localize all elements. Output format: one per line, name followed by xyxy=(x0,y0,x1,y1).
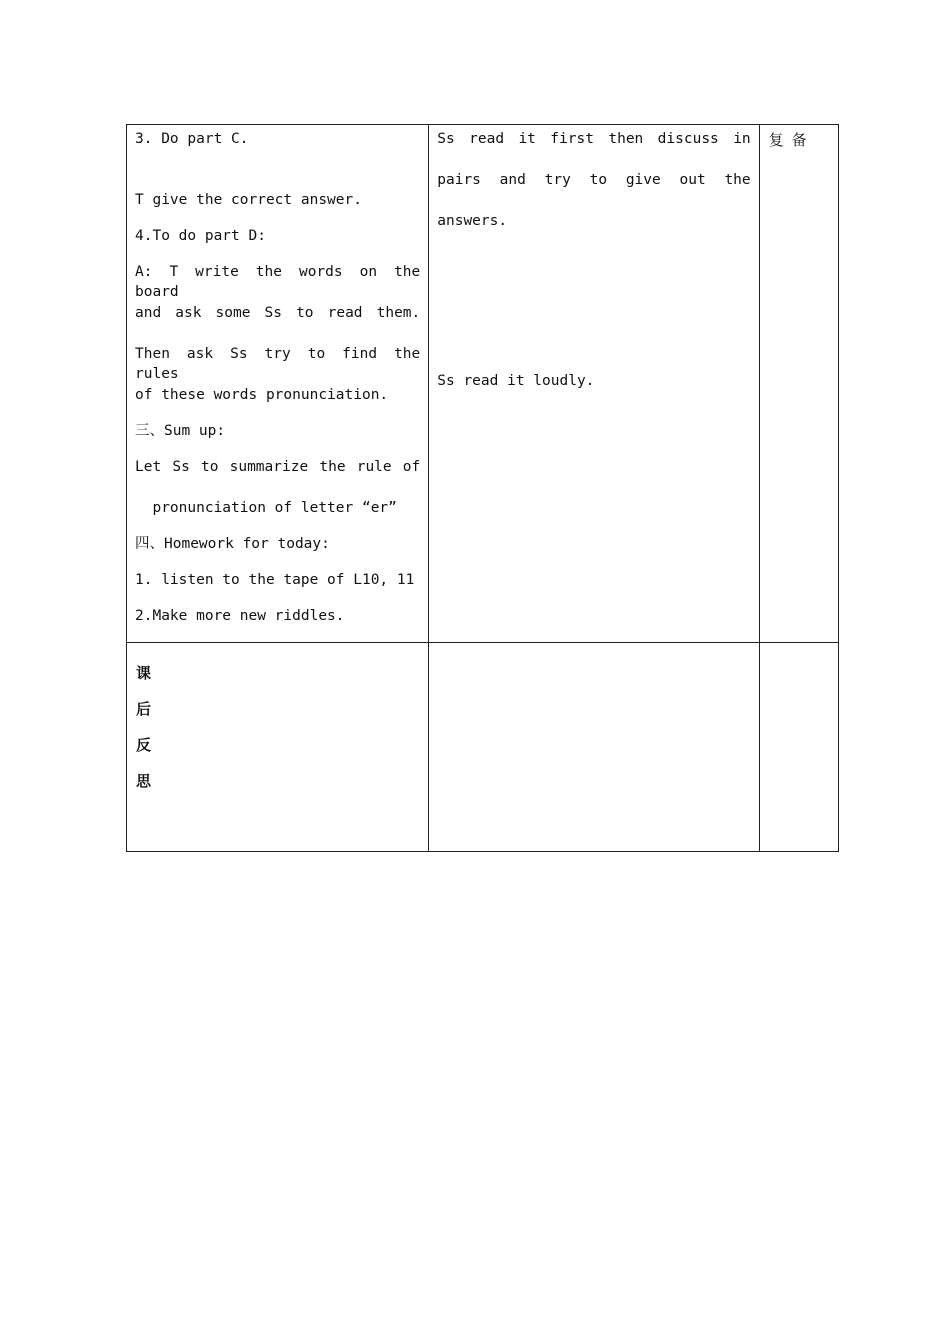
notes-cell xyxy=(759,125,838,643)
empty-cell xyxy=(429,643,759,852)
reflection-row xyxy=(127,643,839,852)
student-line: pairs and try to give out the xyxy=(437,172,751,188)
teacher-line: Then ask Ss try to find the rules xyxy=(135,346,421,382)
lesson-plan-table xyxy=(126,124,839,852)
student-line: answers. xyxy=(437,213,508,229)
reflection-char: 后 xyxy=(136,700,152,718)
teacher-line: and ask some Ss to read them. xyxy=(135,305,421,321)
empty-cell xyxy=(759,643,838,852)
reflection-char: 反 xyxy=(136,736,152,754)
teacher-line: 2.Make more new riddles. xyxy=(135,608,345,624)
teacher-line: A: T write the words on the board xyxy=(135,264,421,300)
teacher-line: T give the correct answer. xyxy=(135,192,362,208)
reflection-char: 思 xyxy=(136,772,152,790)
teacher-line: of these words pronunciation. xyxy=(135,387,389,403)
section-heading: 三、Sum up: xyxy=(135,423,226,439)
teacher-line: 1. listen to the tape of L10, 11 xyxy=(135,572,415,588)
teacher-line: 4.To do part D: xyxy=(135,228,266,244)
teacher-line: 3. Do part C. xyxy=(135,131,249,147)
student-line: Ss read it loudly. xyxy=(437,373,595,389)
teacher-line: pronunciation of letter “er” xyxy=(135,500,397,516)
teacher-line: Let Ss to summarize the rule of xyxy=(135,459,421,475)
reflection-char: 课 xyxy=(136,664,152,682)
student-line: Ss read it first then discuss in xyxy=(437,131,751,147)
procedure-row xyxy=(127,125,839,643)
teacher-activity-cell xyxy=(127,125,429,643)
reflection-cell xyxy=(127,643,429,852)
section-heading: 四、Homework for today: xyxy=(135,536,330,552)
review-label: 复备 xyxy=(768,131,815,149)
student-activity-cell xyxy=(429,125,759,643)
